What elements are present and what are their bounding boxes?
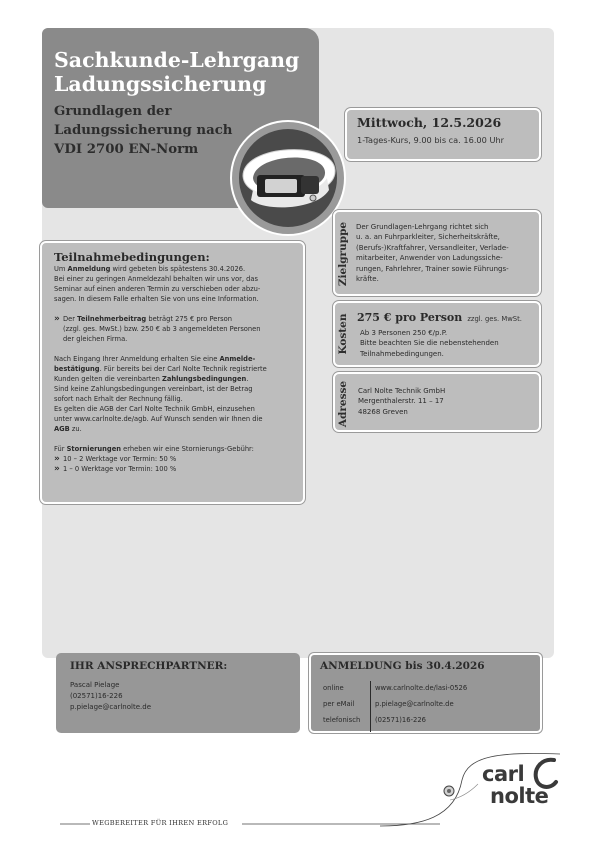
registration-email[interactable]: p.pielage@carlnolte.de [375,700,454,708]
logo-swirl-icon [532,756,562,790]
conditions-title: Teilnahmebedingungen: [54,250,210,264]
carl-nolte-logo: carl nolte [482,762,562,822]
bullet-icon: » [54,314,60,324]
bullet-icon: » [54,454,60,464]
contact-phone: (02571)16-226 [70,691,123,700]
target-group-label: Zielgruppe [337,221,349,287]
address-text: Carl Nolte Technik GmbH Mergenthalerstr. 11 – 17 48268 Greven [358,387,446,416]
bullet-icon: » [54,464,60,474]
contact-title: IHR ANSPRECHPARTNER: [70,660,228,672]
course-date: Mittwoch, 12.5.2026 [357,115,502,130]
course-duration: 1-Tages-Kurs, 9.00 bis ca. 16.00 Uhr [357,135,504,145]
price-note: zzgl. ges. MwSt. [467,315,522,323]
price: 275 € pro Person [357,311,463,324]
contact-email[interactable]: p.pielage@carlnolte.de [70,702,151,711]
conditions-text: Um Anmeldung wird gebeten bis spätestens 30.4.2026. Bei einer zu geringen Anmeldezahl behalten wir uns vor, das Seminar auf einen anderen Termin zu verschieben oder abzu- sagen. In diesem Falle erhalten Sie von uns eine Information. » Der Teilnehmerbeitrag beträgt 275 € pro Person (zzgl. ges. MwSt.) bzw. 250 € ab 3 angemeldeten Personen der gleichen Firma. Nach Eingang Ihrer Anmeldung erhalten Sie eine Anmelde- bestätigung. Für bereits bei der Carl Nolte Technik registrierte Kunden gelten die vereinbarten Zahlungsbedingungen. Sind keine Zahlungsbedingungen vereinbart, ist der Betrag sofort nach Erhalt der Rechnung fällig. Es gelten die AGB der Carl Nolte Technik GmbH, einzusehen unter www.carlnolte.de/agb. Auf Wunsch senden wir Ihnen die AGB zu. Für Stornierungen erheben wir eine Stornierungs-Gebühr: » 10 – 2 Werktage vor Termin: 50 % » 1 – 0 Werktage vor Termin: 100 % [54,265,267,474]
costs-text: Ab 3 Personen 250 €/p.P. Bitte beachten Sie die nebenstehenden Teilnahmebedingungen. [360,329,499,358]
registration-title: ANMELDUNG bis 30.4.2026 [320,660,485,672]
course-title: Sachkunde-Lehrgang Ladungssicherung [54,48,300,96]
registration-label: online [323,684,344,692]
registration-label: telefonisch [323,716,361,724]
price-line [357,306,522,325]
course-subtitle: Grundlagen der Ladungssicherung nach VDI 2700 EN-Norm [54,104,233,157]
registration-url[interactable]: www.carlnolte.de/lasi-0526 [375,684,468,692]
contact-name: Pascal Pielage [70,681,120,689]
target-group-text: Der Grundlagen-Lehrgang richtet sich u. a. an Fuhrparkleiter, Sicherheitskräfte, (Berufs-)Kraftfahrer, Versandleiter, Verlade- mitarbeiter, Anwender von Ladungssiche- rungen, Fahrlehrer, Trainer sowie Führungs- kräfte. [356,223,509,284]
divider [370,681,371,732]
registration-phone: (02571)16-226 [375,716,426,724]
registration-label: per eMail [323,700,355,708]
footer-slogan: WEGBEREITER FÜR IHREN ERFOLG [92,819,229,827]
address-label: Adresse [337,380,349,428]
costs-label: Kosten [337,313,349,355]
contact-details [70,680,151,712]
